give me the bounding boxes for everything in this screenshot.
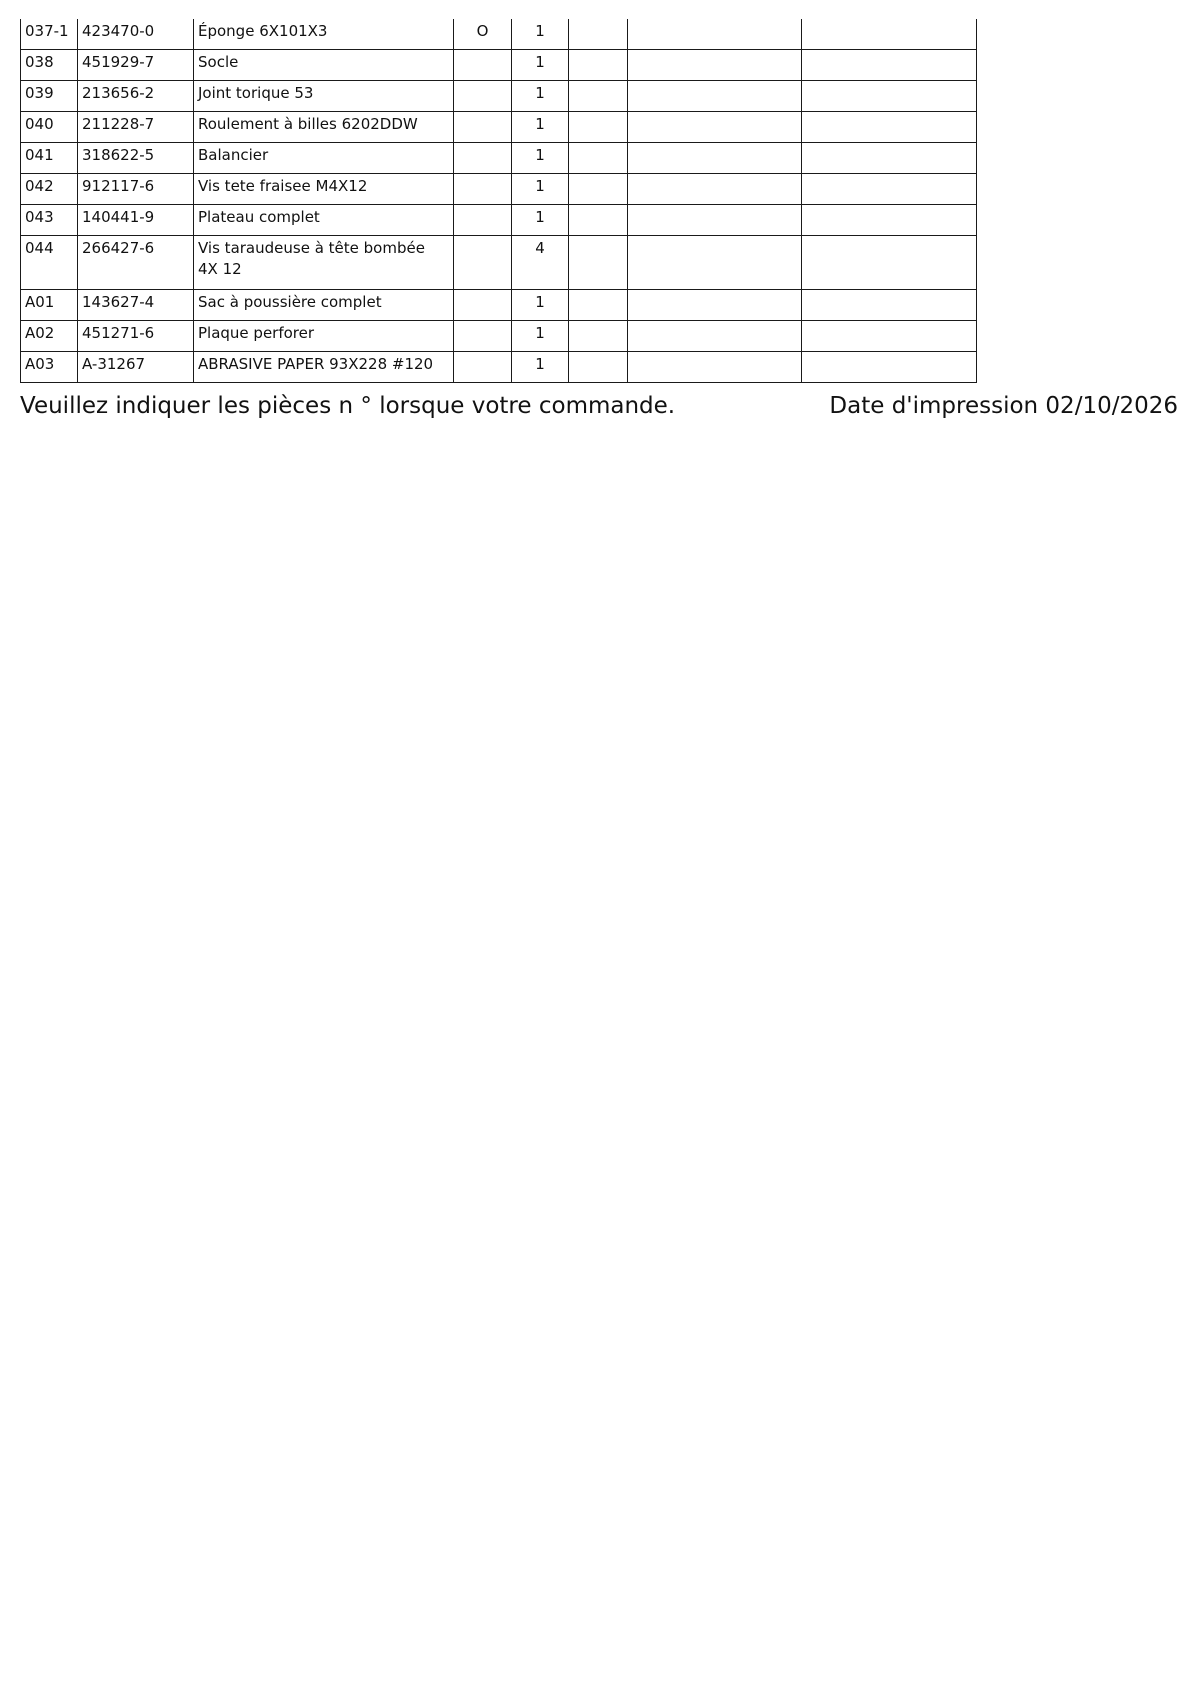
empty-cell [802,321,977,352]
item-number: A02 [21,321,78,352]
part-quantity: 1 [512,81,569,112]
empty-cell [569,236,628,290]
part-quantity: 1 [512,50,569,81]
part-description: Socle [194,50,454,81]
empty-cell [628,174,802,205]
item-number: 038 [21,50,78,81]
table-row [21,19,977,50]
order-instruction-note: Veuillez indiquer les pièces n ° lorsque votre commande. [20,393,676,419]
table-row [21,174,977,205]
empty-cell [569,321,628,352]
part-quantity: 1 [512,290,569,321]
item-number: 041 [21,143,78,174]
empty-cell [802,174,977,205]
part-description: Joint torique 53 [194,81,454,112]
part-number: 318622-5 [78,143,194,174]
part-number: 451929-7 [78,50,194,81]
table-row [21,81,977,112]
part-description: ABRASIVE PAPER 93X228 #120 [194,352,454,383]
empty-cell [569,19,628,50]
part-number: 140441-9 [78,205,194,236]
table-row [21,205,977,236]
empty-cell [628,236,802,290]
part-flag [454,112,512,143]
empty-cell [569,81,628,112]
empty-cell [802,19,977,50]
empty-cell [802,352,977,383]
empty-cell [628,290,802,321]
table-row [21,143,977,174]
part-number: 143627-4 [78,290,194,321]
part-number: 451271-6 [78,321,194,352]
item-number: 044 [21,236,78,290]
table-row [21,321,977,352]
part-flag [454,174,512,205]
part-number: 912117-6 [78,174,194,205]
part-flag: O [454,19,512,50]
parts-table [20,19,977,383]
table-row [21,290,977,321]
empty-cell [569,352,628,383]
item-number: 039 [21,81,78,112]
part-quantity: 1 [512,321,569,352]
part-flag [454,50,512,81]
part-description: Roulement à billes 6202DDW [194,112,454,143]
empty-cell [569,290,628,321]
item-number: 043 [21,205,78,236]
item-number: A03 [21,352,78,383]
empty-cell [569,143,628,174]
part-flag [454,205,512,236]
part-flag [454,143,512,174]
part-quantity: 1 [512,174,569,205]
empty-cell [802,81,977,112]
empty-cell [802,290,977,321]
part-number: 211228-7 [78,112,194,143]
empty-cell [628,143,802,174]
part-description: Vis tete fraisee M4X12 [194,174,454,205]
empty-cell [802,112,977,143]
part-quantity: 1 [512,143,569,174]
empty-cell [628,81,802,112]
table-row [21,112,977,143]
empty-cell [628,205,802,236]
empty-cell [628,352,802,383]
part-flag [454,81,512,112]
empty-cell [569,50,628,81]
empty-cell [802,50,977,81]
part-quantity: 1 [512,19,569,50]
part-description: Balancier [194,143,454,174]
empty-cell [569,174,628,205]
table-row [21,236,977,290]
empty-cell [628,112,802,143]
part-description: Plaque perforer [194,321,454,352]
part-description: Vis taraudeuse à tête bombée 4X 12 [194,236,454,290]
item-number: A01 [21,290,78,321]
part-number: 423470-0 [78,19,194,50]
part-flag [454,352,512,383]
part-number: 266427-6 [78,236,194,290]
part-quantity: 4 [512,236,569,290]
part-quantity: 1 [512,112,569,143]
empty-cell [569,205,628,236]
part-number: 213656-2 [78,81,194,112]
part-description: Éponge 6X101X3 [194,19,454,50]
part-number: A-31267 [78,352,194,383]
empty-cell [628,321,802,352]
empty-cell [802,205,977,236]
empty-cell [569,112,628,143]
item-number: 040 [21,112,78,143]
empty-cell [802,236,977,290]
part-flag [454,290,512,321]
empty-cell [802,143,977,174]
part-description: Plateau complet [194,205,454,236]
empty-cell [628,19,802,50]
part-flag [454,321,512,352]
part-description: Sac à poussière complet [194,290,454,321]
table-row [21,50,977,81]
empty-cell [628,50,802,81]
part-quantity: 1 [512,352,569,383]
part-quantity: 1 [512,205,569,236]
part-flag [454,236,512,290]
item-number: 042 [21,174,78,205]
table-row [21,352,977,383]
print-date: Date d'impression 02/10/2026 [829,393,1178,419]
item-number: 037-1 [21,19,78,50]
